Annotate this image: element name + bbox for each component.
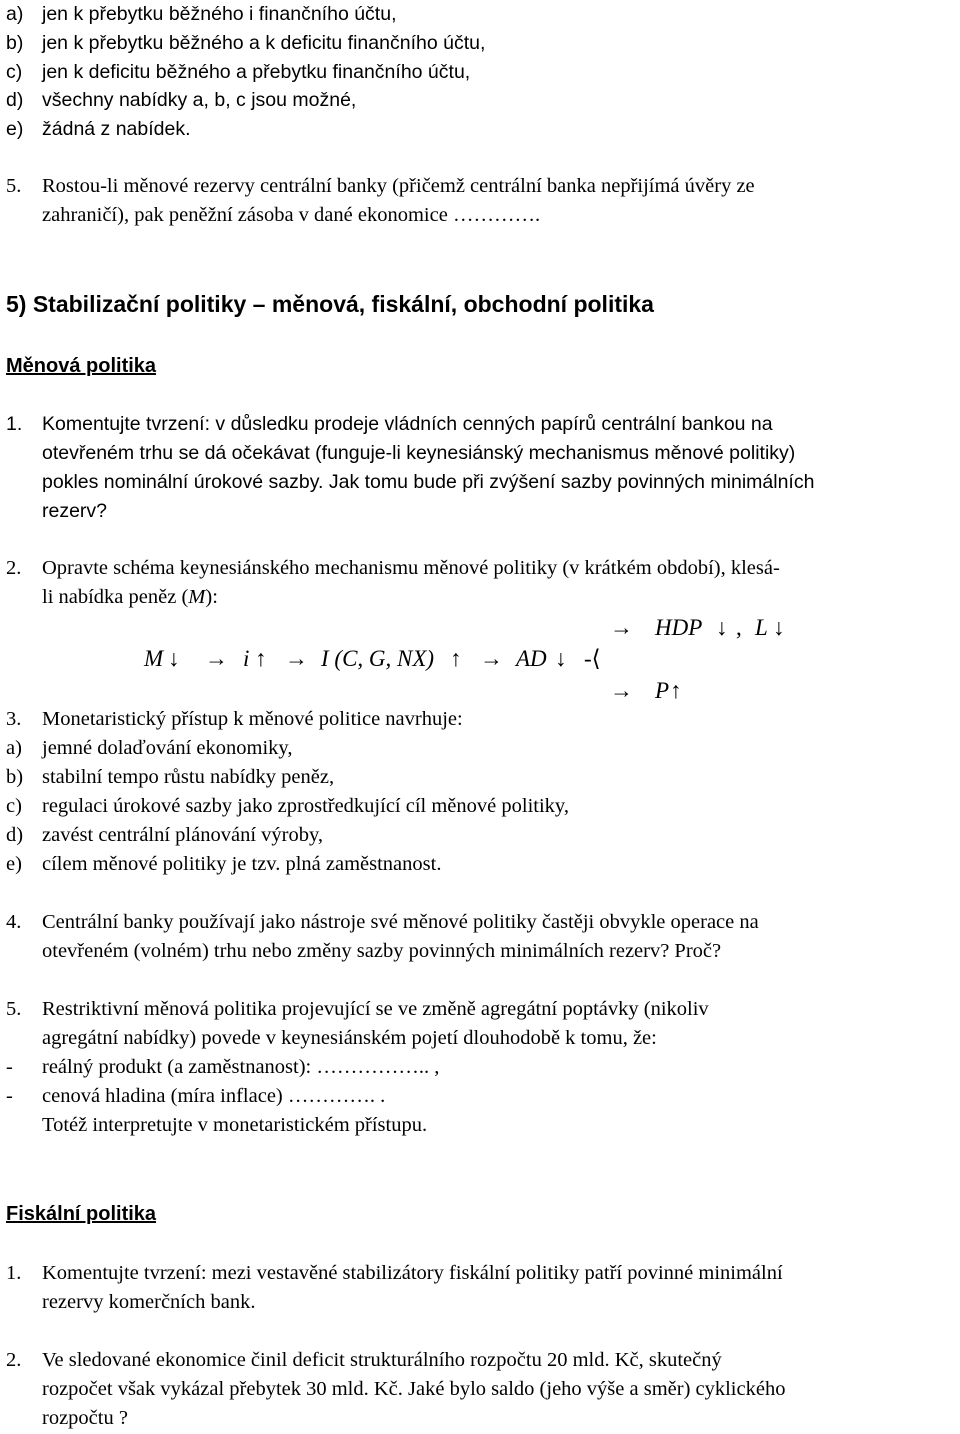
diagram-arrow: → xyxy=(285,646,308,671)
monetary-heading: Měnová politika xyxy=(6,355,157,377)
arrow-down-icon: ↓ xyxy=(773,615,785,640)
arrow-up-icon: ↑ xyxy=(670,678,682,703)
arrow-down-icon: ↓ xyxy=(555,646,567,671)
diagram-p: P xyxy=(655,678,670,703)
document-page: a) jen k přebytku běžného i finančního účtu, b) jen k přebytku běžného a k deficitu finančního účtu, c) jen k deficitu běžného a přebytku finančního účtu, d) všechny nabídky a, b, c jsou možné, e) žádná z nabídek. 5. Rostou-li měnové rezervy centrální banky (přičemž centrální banka nepřijímá úvěry ze zahraničí), pak peněžní zásoba v dané ekonomice …………. 5) Stabilizační politiky – měnová, fiskální, obchodní politika Měnová politika 1. Komentujte tvrzení: v důsledku prodeje vládních cenných papírů centrální bankou na otevřeném trhu se dá očekávat (funguje-li keynesiánský mechanismus měnové politiky) pokles nominální úrokové sazby. Jak tomu bude při zvýšení sazby povinných minimálních rezerv? 2. Opravte schéma keynesiánského mechanismu měnové politiky (v krátkém období), klesá- li nabídka peněz (M): → HDP ↓ , L ↓ M ↓ → i ↑ → I (C, G, NX) ↑ → AD ↓ -⟨ → P ↑ 3. Monetaristický přístup k měnové politice navrhuje: a) jemné dolaďování ekonomiky, b) stabilní tempo růstu nabídky peněz, c) regulaci úrokové sazby jako zprostředkující cíl měnové politiky, d) zavést centrální plánování výroby, e) cílem měnové politiky je tzv. plná zaměstnanost. 4. Centrální banky používají jako nástroje své měnové politiky častěji obvykle operace na otevřeném (volném) trhu nebo změny sazby povinných minimálních rezerv? Proč? 5. Restriktivní měnová politika projevující se ve změně agregátní poptávky (nikoliv agregátní nabídky) povede v keynesiánském pojetí dlouhodobě k tomu, že: - reálný produkt (a zaměstnanost): …………….. , - cenová hladina (míra inflace) …………. . Totéž interpretujte v monetaristickém přístupu. Fiskální politika 1. Komentujte tvrzení: mezi vestavěné stabilizátory fiskální politiky patří povinné minimální rezervy komerčních bank. 2. Ve sledované ekonomice činil deficit strukturálního rozpočtu 20 mld. Kč, skutečný rozpočet však vykázal přebytek 30 mld. Kč. Jaké bylo saldo (jeho výše a směr) cyklického rozpočtu ? xyxy=(6,3,815,1429)
diagram-branch: -⟨ xyxy=(584,646,601,671)
diagram-investment: I (C, G, NX) xyxy=(321,646,435,671)
section-title: 5) Stabilizační politiky – měnová, fiskální, obchodní politika xyxy=(6,291,654,317)
diagram-arrow: → xyxy=(610,678,633,703)
diagram-i: i xyxy=(243,646,250,671)
arrow-down-icon: ↓ xyxy=(168,646,180,671)
fiscal-heading: Fiskální politika xyxy=(6,1203,157,1225)
diagram-arrow: → xyxy=(480,646,503,671)
arrow-down-icon: ↓ xyxy=(716,615,728,640)
diagram-l: L xyxy=(755,615,768,640)
diagram-m: M xyxy=(144,646,164,671)
diagram-hdp: HDP xyxy=(655,615,703,640)
arrow-up-icon: ↑ xyxy=(255,646,267,671)
diagram-separator: , xyxy=(736,615,742,640)
diagram-ad: AD xyxy=(516,646,547,671)
diagram-arrow: → xyxy=(205,646,228,671)
arrow-up-icon: ↑ xyxy=(450,646,462,671)
diagram-arrow: → xyxy=(610,615,633,640)
